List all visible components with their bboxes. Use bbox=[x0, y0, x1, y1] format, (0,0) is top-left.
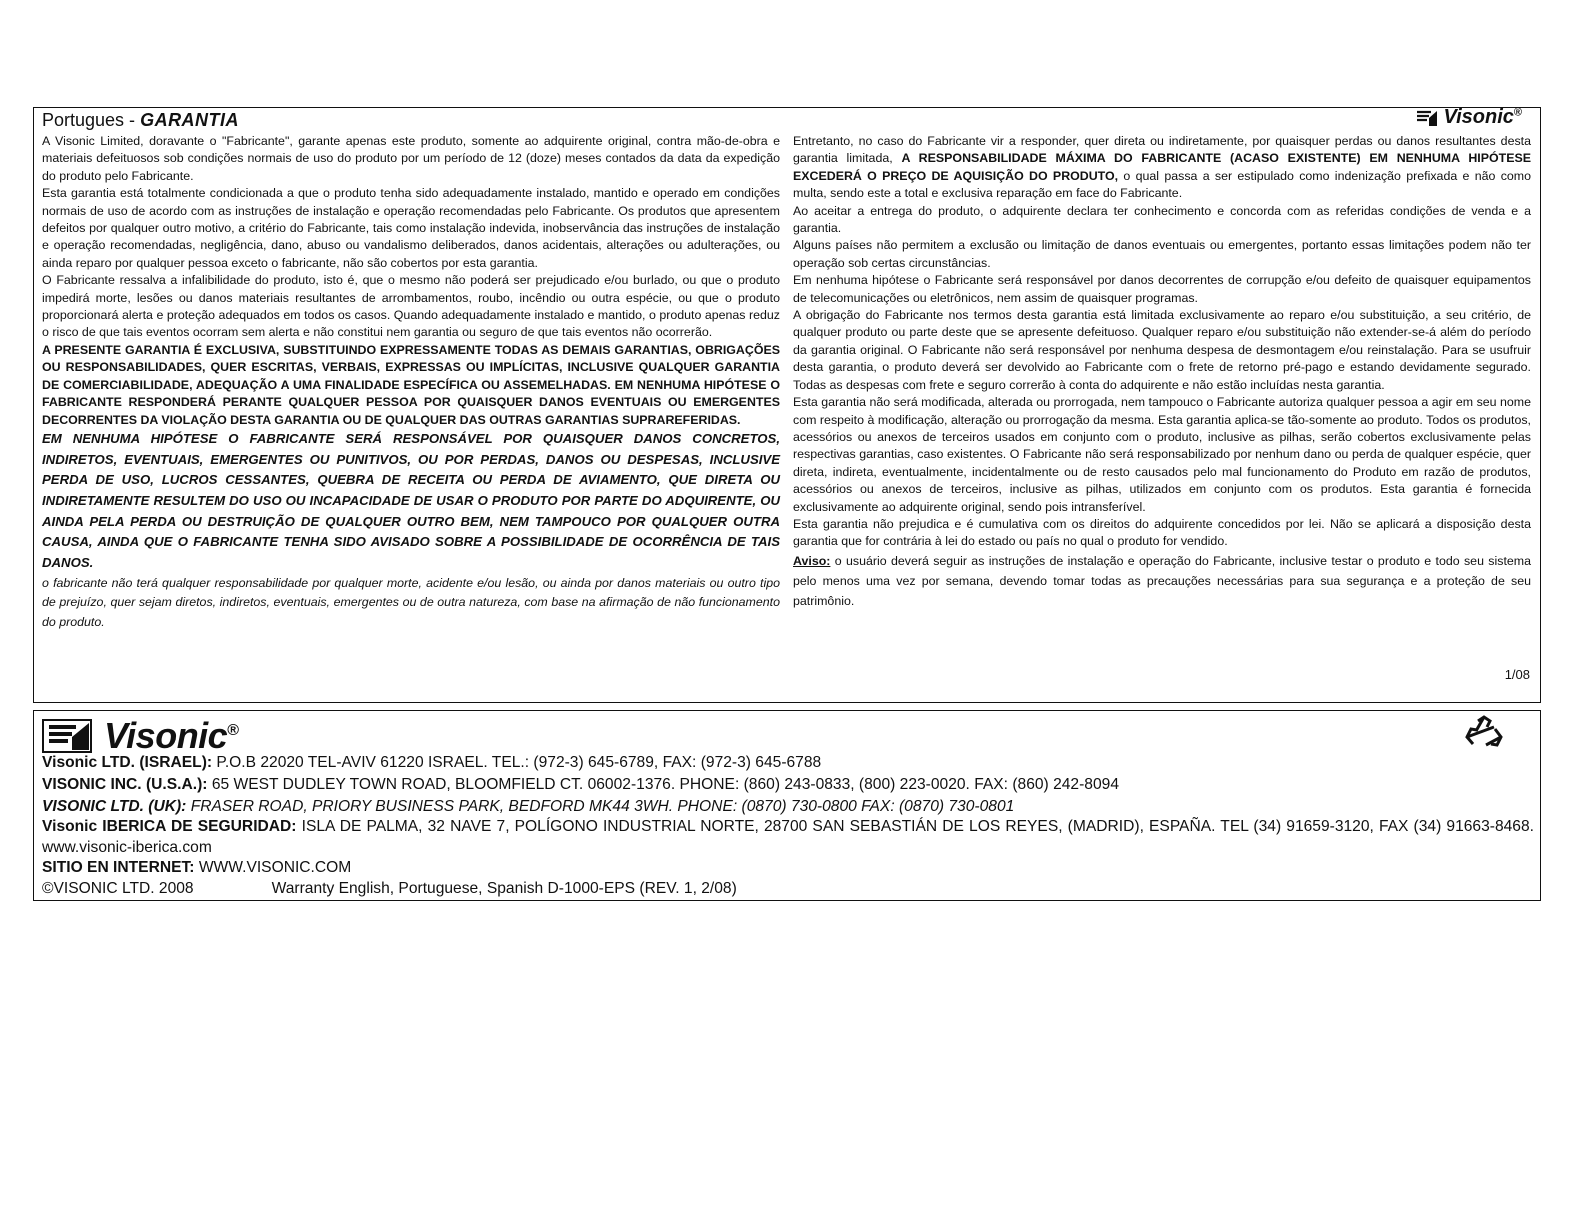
title-language: Portugues - bbox=[42, 110, 141, 130]
page-number: 1/08 bbox=[1504, 667, 1530, 682]
usa-text: 65 WEST DUDLEY TOWN ROAD, BLOOMFIELD CT. 06002-1376. PHONE: (860) 243-0833, (800) 223-0020. FAX: (860) 242-8094 bbox=[207, 776, 1119, 793]
uk-text: FRASER ROAD, PRIORY BUSINESS PARK, BEDFORD MK44 3WH. PHONE: (0870) 730-0800 FAX: (0870) 730-0801 bbox=[186, 798, 1015, 815]
aviso-paragraph bbox=[793, 551, 1531, 611]
right-paragraph-1 bbox=[793, 133, 1531, 203]
uk-label: VISONIC LTD. (UK): bbox=[42, 798, 187, 815]
right-paragraph-5: A obrigação do Fabricante nos termos desta garantia está limitada exclusivamente ao reparo e/ou substituição, a seu critério, de qualquer produto ou parte deste que se apresente defeituoso. Qualquer reparo e/ou substituição não extender-se-á além do período da garantia original. O Fabricante não será responsável por nenhuma despesa de desmontagem e/ou reinstalação. Para se usufruir desta garantia, o produto deverá ser devolvido ao Fabricante com o frete de retorno pré-pago e estando devidamente segurado. Todas as despesas com frete e seguro correrão à conta do adquirente e não estão incluídas nesta garantia. bbox=[793, 308, 1531, 392]
copyright: ©VISONIC LTD. 2008 bbox=[42, 880, 194, 897]
left-paragraph-1: A Visonic Limited, doravante o "Fabricante", garante apenas este produto, somente ao adquirente original, contra mão-de-obra e materiais defeituosos sob condições normais de uso do produto por um período de 12 (doze) meses contados da data da expedição do produto pelo Fabricante. bbox=[42, 134, 780, 183]
footer-logo bbox=[42, 715, 239, 757]
right-column bbox=[793, 133, 1531, 611]
web-label: SITIO EN INTERNET: bbox=[42, 859, 195, 876]
left-paragraph-3: O Fabricante ressalva a infalibilidade do produto, isto é, que o mesmo não poderá ser prejudicado e/ou burlado, ou que o produto impedirá morte, lesões ou danos materiais resultantes de arrombamentos, roubo, incêndio ou outra espécie, ou que o produto proporcionará alerta e proteção adequados em todos os casos. Quando adequadamente instalado e mantido, o produto apenas reduz o risco de que tais eventos ocorram sem alerta e não constitui nem garantia ou seguro de que tais eventos não ocorrerão. bbox=[42, 273, 780, 340]
right-p1-bold: A RESPONSABILIDADE MÁXIMA DO FABRICANTE (ACASO EXISTENTE) EM NENHUMA HIPÓTESE EXCEDERÁ O PREÇO DE AQUISIÇÃO DO PRODUTO, bbox=[793, 151, 1531, 183]
aviso-label: Aviso: bbox=[793, 553, 831, 568]
right-paragraph-6: Esta garantia não será modificada, alterada ou prorrogada, nem tampouco o Fabricante autoriza qualquer pessoa a agir em seu nome com respeito à modificação, alteração ou prorrogação da mesma. Esta garantia aplica-se tão-somente ao produto. Todos os produtos, acessórios ou anexos de terceiros usados em conjunto com o produto, inclusive as pilhas, serão cobertos exclusivamente pelas respectivas garantias, caso existentes. O Fabricante não será responsabilizado por nenhum dano ou perda de qualquer espécie, quer direta, indireta, eventualmente, incidentalmente ou de resto causados pelo mal funcionamento do Produto em razão de produtos, acessórios ou anexos de terceiros, inclusive as pilhas, utilizados em conjunto com os produtos. Esta garantia é fornecida exclusivamente ao adquirente original, sendo pois intransferível. bbox=[793, 395, 1531, 514]
left-column bbox=[42, 133, 780, 632]
copyright-line bbox=[42, 878, 1534, 899]
footer-brand: Visonic bbox=[104, 715, 228, 756]
website-line bbox=[42, 857, 1534, 878]
address-spain bbox=[42, 816, 1534, 858]
right-p1-start: Entretanto, no caso do Fabricante vir a responder, quer direta ou indiretamente, por quaisquer perdas ou danos resultantes desta garantia limitada, bbox=[793, 134, 1531, 166]
left-paragraph-italic: o fabricante não terá qualquer responsabilidade por qualquer morte, acidente e/ou lesão, ou ainda por danos materiais ou outro tipo de prejuízo, quer sejam diretos, indiretos, eventuais, emergentes ou de outra natureza, com base na afirmação de não funcionamento do produto. bbox=[42, 575, 780, 629]
right-paragraph-4: Em nenhuma hipótese o Fabricante será responsável por danos decorrentes de corrupção e/ou defeito de quaisquer equipamentos de telecomunicações ou eletrônicos, nem assim de quaisquer programas. bbox=[793, 273, 1531, 305]
footer-registered: ® bbox=[227, 722, 239, 739]
title-warranty: GARANTIA bbox=[140, 110, 240, 130]
right-paragraph-7: Esta garantia não prejudica e é cumulativa com os direitos do adquirente concedidos por lei. Não se aplicará a disposição desta garantia que for contrária à lei do estado ou país no qual o produto for vendido. bbox=[793, 516, 1531, 549]
usa-label: VISONIC INC. (U.S.A.): bbox=[42, 776, 208, 793]
address-usa bbox=[42, 774, 1534, 795]
address-israel bbox=[42, 752, 1534, 773]
left-paragraph-2: Esta garantia está totalmente condicionada a que o produto tenha sido adequadamente instalado, mantido e operado em condições normais de uso de acordo com as instruções de instalação e operação recomendadas pelo Fabricante. Os produtos que apresentem defeitos por qualquer outro motivo, a critério do Fabricante, tais como instalação indevida, inobservância das instruções de instalação e operação recomendadas, negligência, dano, abuso ou vandalismo deliberados, danos acidentais, alterações ou adulterações, ou ainda reparo por qualquer pessoa exceto o fabricante, não são cobertos por esta garantia. bbox=[42, 186, 780, 270]
left-paragraph-exclusive: A PRESENTE GARANTIA É EXCLUSIVA, SUBSTITUINDO EXPRESSAMENTE TODAS AS DEMAIS GARANTIAS, OBRIGAÇÕES OU RESPONSABILIDADES, QUER ESCRITAS, VERBAIS, EXPRESSAS OU IMPLÍCITAS, INCLUSIVE QUALQUER GARANTIA DE COMERCIABILIDADE, ADEQUAÇÃO A UMA FINALIDADE ESPECÍFICA OU ASSEMELHADAS. EM NENHUMA HIPÓTESE O FABRICANTE RESPONDERÁ PERANTE QUALQUER PESSOA POR QUAISQUER DANOS EVENTUAIS OU EMERGENTES DECORRENTES DA VIOLAÇÃO DESTA GARANTIA OU DE QUALQUER DAS OUTRAS GARANTIAS SUPRAREFERIDAS. bbox=[42, 342, 780, 427]
israel-text: P.O.B 22020 TEL-AVIV 61220 ISRAEL. TEL.: (972-3) 645-6789, FAX: (972-3) 645-6788 bbox=[212, 754, 822, 771]
aviso-text: o usuário deverá seguir as instruções de instalação e operação do Fabricante, inclusive testar o produto e todo seu sistema pelo menos uma vez por semana, devendo tomar todas as precauções necessárias para sua segurança e a proteção de seu patrimônio. bbox=[793, 553, 1531, 608]
section-title bbox=[42, 110, 239, 131]
right-paragraph-2: Ao aceitar a entrega do produto, o adquirente declara ter conhecimento e concorda com as referidas condições de venda e a garantia. bbox=[793, 203, 1531, 236]
spain-label: IBERICA DE SEGURIDAD: bbox=[97, 818, 297, 835]
address-uk bbox=[42, 796, 1534, 817]
right-paragraph-3: Alguns países não permitem a exclusão ou limitação de danos eventuais ou emergentes, portanto essas limitações podem não ter operação sob certas circunstâncias. bbox=[793, 238, 1531, 270]
visonic-logo-icon bbox=[1414, 109, 1438, 127]
spain-text: ISLA DE PALMA, 32 NAVE 7, POLÍGONO INDUSTRIAL NORTE, 28700 SAN SEBASTIÁN DE LOS REYES, (MADRID), ESPAÑA. TEL (34) 91659-3120, FAX (34) 91663-8468. www.visonic-iberica.com bbox=[42, 818, 1534, 856]
right-p1-end: o qual passa a ser estipulado como indenização prefixada e não como multa, sendo este a total e exclusiva reparação em face do Fabricante. bbox=[793, 168, 1531, 201]
web-text[interactable]: WWW.VISONIC.COM bbox=[194, 859, 352, 876]
header-brand: Visonic bbox=[1443, 106, 1514, 128]
israel-label: Visonic LTD. (ISRAEL): bbox=[42, 754, 213, 771]
header-logo bbox=[1414, 106, 1523, 129]
spain-label-brand: Visonic bbox=[42, 818, 98, 835]
recycle-icon bbox=[1464, 715, 1504, 751]
warranty-section bbox=[33, 107, 1541, 703]
header-registered: ® bbox=[1513, 106, 1522, 119]
visonic-logo-icon bbox=[42, 719, 92, 753]
left-paragraph-liability: EM NENHUMA HIPÓTESE O FABRICANTE SERÁ RESPONSÁVEL POR QUAISQUER DANOS CONCRETOS, INDIRETOS, EVENTUAIS, EMERGENTES OU PUNITIVOS, OU POR PERDAS, DANOS OU DESPESAS, INCLUSIVE PERDA DE USO, LUCROS CESSANTES, QUEBRA DE RECEITA OU PERDA DE AVIAMENTO, QUE DIRETA OU INDIRETAMENTE RESULTEM DO USO OU INCAPACIDADE DE USAR O PRODUTO POR PARTE DO ADQUIRENTE, OU AINDA PELA PERDA OU DESTRUIÇÃO DE QUALQUER OUTRO BEM, NEM TAMPOUCO POR QUALQUER OUTRA CAUSA, AINDA QUE O FABRICANTE TENHA SIDO AVISADO SOBRE A POSSIBILIDADE DE OCORRÊNCIA DE TAIS DANOS. bbox=[42, 430, 780, 571]
document-reference: Warranty English, Portuguese, Spanish D-1000-EPS (REV. 1, 2/08) bbox=[271, 880, 737, 897]
contact-footer bbox=[33, 710, 1541, 901]
